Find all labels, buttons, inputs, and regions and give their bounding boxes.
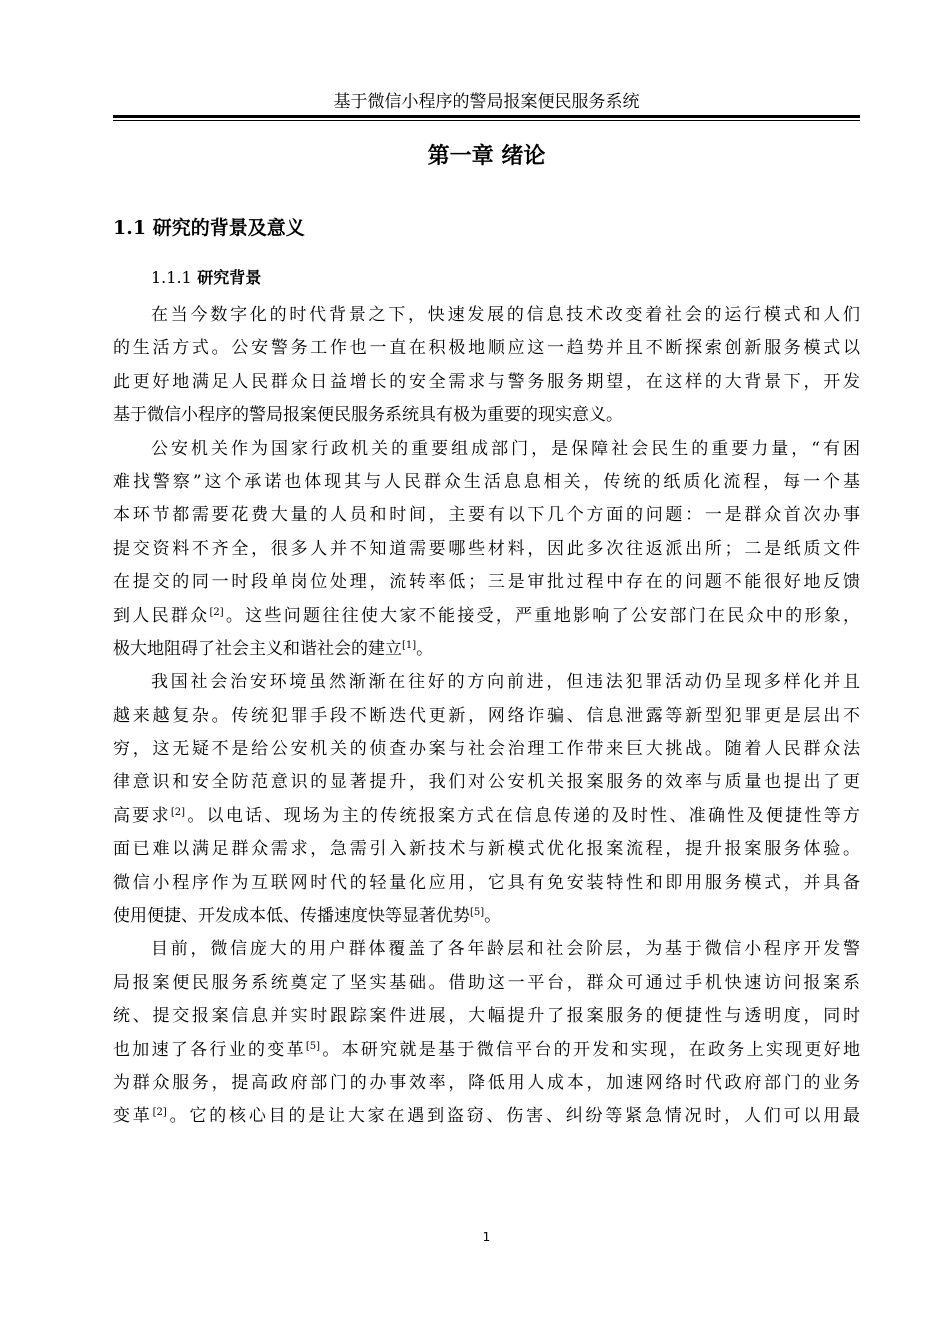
line-text: 也加速了各行业的变革: [113, 1039, 306, 1060]
citation-ref: [1]: [402, 639, 417, 651]
paragraph-2-line: 提交资料不齐全，很多人并不知道需要哪些材料，因此多次往返派出所；二是纸质文件: [113, 538, 860, 559]
paragraph-3-line: 我国社会治安环境虽然渐渐在往好的方向前进，但违法犯罪活动仍呈现多样化并且: [151, 672, 860, 693]
paragraph-4-line: [113, 1034, 860, 1067]
paragraph-3-line: 微信小程序作为互联网时代的轻量化应用，它具有免安装特性和即用服务模式，并具备: [113, 872, 860, 893]
paragraph-3-line: [113, 800, 860, 833]
line-text: 。以电话、现场为主的传统报案方式在信息传递的及时性、准确性及便捷性等方: [185, 805, 860, 826]
paragraph-2-line: 难找警察”这个承诺也体现其与人民群众生活息息相关，传统的纸质化流程，每一个基: [113, 471, 860, 492]
subsection-title-text: 研究背景: [197, 268, 262, 287]
paragraph-2-line: 在提交的同一时段单岗位处理，流转率低；三是审批过程中存在的问题不能很好地反馈: [113, 572, 860, 593]
line-text: 。: [416, 638, 434, 659]
line-text: 。这些问题往往使大家不能接受，严重地影响了公安部门在民众中的形象，: [223, 605, 860, 626]
paragraph-3-line: 律意识和安全防范意识的显著提升，我们对公安机关报案服务的效率与质量也提出了更: [113, 772, 860, 793]
paragraph-4-line: 目前，微信庞大的用户群体覆盖了各年龄层和社会阶层，为基于微信小程序开发警: [151, 939, 860, 960]
running-header: 基于微信小程序的警局报案便民服务系统: [333, 92, 640, 112]
paragraph-1-line: 基于微信小程序的警局报案便民服务系统具有极为重要的现实意义。: [113, 405, 623, 426]
line-text: 使用便捷、开发成本低、传播速度快等显著优势: [113, 906, 470, 927]
citation-ref: [2]: [170, 806, 186, 818]
paragraph-3-line: 面已难以满足群众需求，急需引入新技术与新模式优化报案流程，提升报案服务体验。: [113, 839, 860, 860]
section-heading: [113, 215, 305, 241]
paragraph-2-line: 本环节都需要花费大量的人员和时间，主要有以下几个方面的问题：一是群众首次办事: [113, 505, 860, 526]
section-title-text: 研究的背景及意义: [152, 217, 305, 239]
header-rule-thin: [113, 120, 860, 121]
paragraph-4-line: 局报案便民服务系统奠定了坚实基础。借助这一平台，群众可通过手机快速访问报案系: [113, 972, 860, 993]
line-text: 极大地阻碍了社会主义和谐社会的建立: [113, 638, 402, 659]
line-text: 。: [484, 906, 502, 927]
paragraph-3-line: 越来越复杂。传统犯罪手段不断迭代更新，网络诈骗、信息泄露等新型犯罪更是层出不: [113, 705, 860, 726]
chapter-title: 第一章 绪论: [427, 144, 546, 169]
paragraph-2-line: [113, 600, 860, 633]
line-text: 变革: [113, 1106, 153, 1127]
paragraph-3-line: 穷，这无疑不是给公安机关的侦查办案与社会治理工作带来巨大挑战。随着人民群众法: [113, 739, 860, 760]
paragraph-1-line: 在当今数字化的时代背景之下，快速发展的信息技术改变着社会的运行模式和人们: [151, 305, 860, 325]
paragraph-4-line: [113, 1100, 860, 1133]
section-number: 1.1: [113, 217, 147, 239]
subsection-heading: [151, 266, 261, 290]
paragraph-4-line: 为群众服务，提高政府部门的办事效率，降低用人成本，加速网络时代政府部门的业务: [113, 1072, 860, 1093]
citation-ref: [5]: [470, 907, 485, 919]
header-rule-thick: [113, 115, 860, 118]
line-text: 到人民群众: [113, 605, 210, 626]
line-text: 高要求: [113, 805, 171, 826]
body-text: [113, 299, 860, 1134]
subsection-number: 1.1.1: [151, 268, 192, 287]
paragraph-1-line: 的生活方式。公安警务工作也一直在积极地顺应这一趋势并且不断探索创新服务模式以: [113, 338, 860, 359]
citation-ref: [2]: [152, 1107, 167, 1119]
paragraph-1-line: 此更好地满足人民群众日益增长的安全需求与警务服务期望，在这样的大背景下，开发: [113, 371, 860, 392]
paragraph-4-line: 统、提交报案信息并实时跟踪案件进展，大幅提升了报案服务的便捷性与透明度，同时: [113, 1006, 860, 1027]
line-text: 。它的核心目的是让大家在遇到盗窃、伤害、纠纷等紧急情况时，人们可以用最: [166, 1106, 860, 1127]
paragraph-2-line: 公安机关作为国家行政机关的重要组成部门，是保障社会民生的重要力量，“有困: [151, 438, 860, 459]
line-text: 。本研究就是基于微信平台的开发和实现，在政务上实现更好地: [320, 1039, 860, 1060]
citation-ref: [5]: [305, 1040, 321, 1052]
page-number: 1: [482, 1230, 491, 1244]
paragraph-3-line: [113, 900, 860, 933]
paragraph-2-line: [113, 633, 860, 666]
citation-ref: [2]: [209, 606, 224, 618]
